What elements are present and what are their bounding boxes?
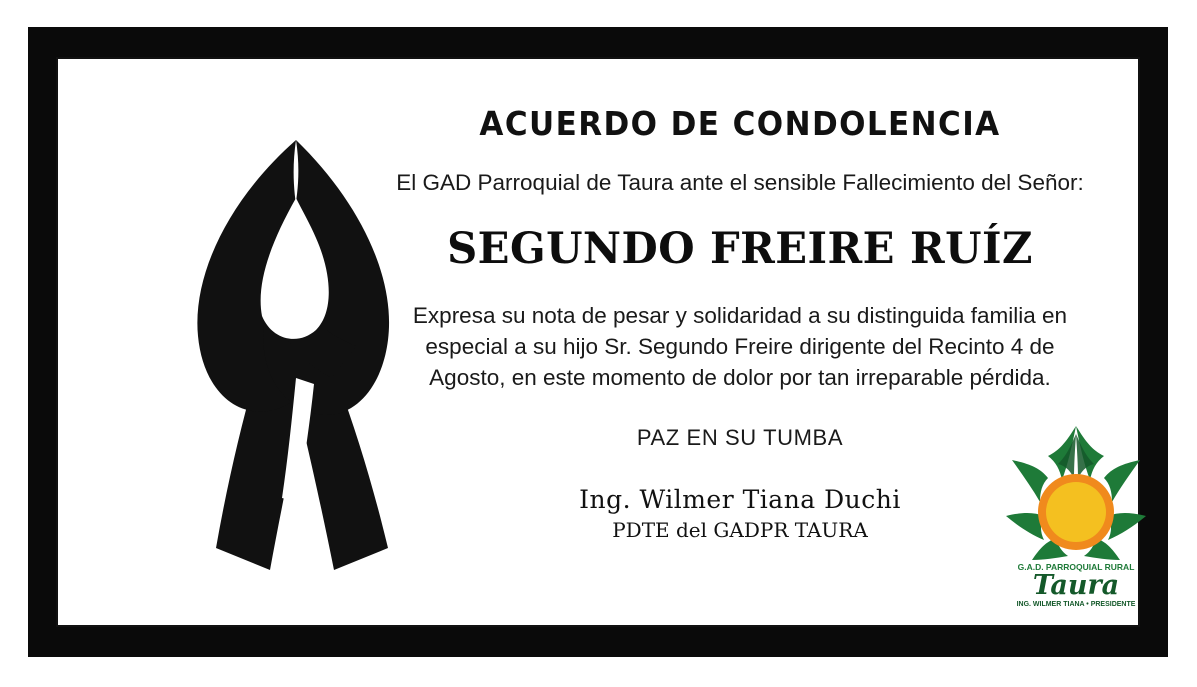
body-paragraph: Expresa su nota de pesar y solidaridad a su distinguida familia en especial a su hijo Sr. Segundo Freire dirigente del Recinto 4 de Agosto, en este momento de dolor por tan irreparable pérdida. — [412, 303, 1068, 390]
signatory-role: PDTE del GADPR TAURA — [612, 518, 868, 542]
logo-top-text: G.A.D. PARROQUIAL RURAL — [1017, 562, 1135, 572]
signature-block — [390, 485, 1090, 542]
poster-content — [390, 90, 1090, 610]
page-title: ACUERDO DE CONDOLENCIA — [479, 104, 1001, 143]
peace-line: PAZ EN SU TUMBA — [636, 425, 844, 450]
gad-taura-logo — [1000, 420, 1152, 610]
lead-paragraph: El GAD Parroquial de Taura ante el sensible Fallecimiento del Señor: — [396, 170, 1084, 195]
logo-name: Taura — [1032, 570, 1120, 601]
signatory-name: Ing. Wilmer Tiana Duchi — [579, 485, 901, 514]
deceased-name: SEGUNDO FREIRE RUÍZ — [447, 224, 1033, 274]
logo-bottom-text: ING. WILMER TIANA • PRESIDENTE — [1016, 601, 1136, 608]
